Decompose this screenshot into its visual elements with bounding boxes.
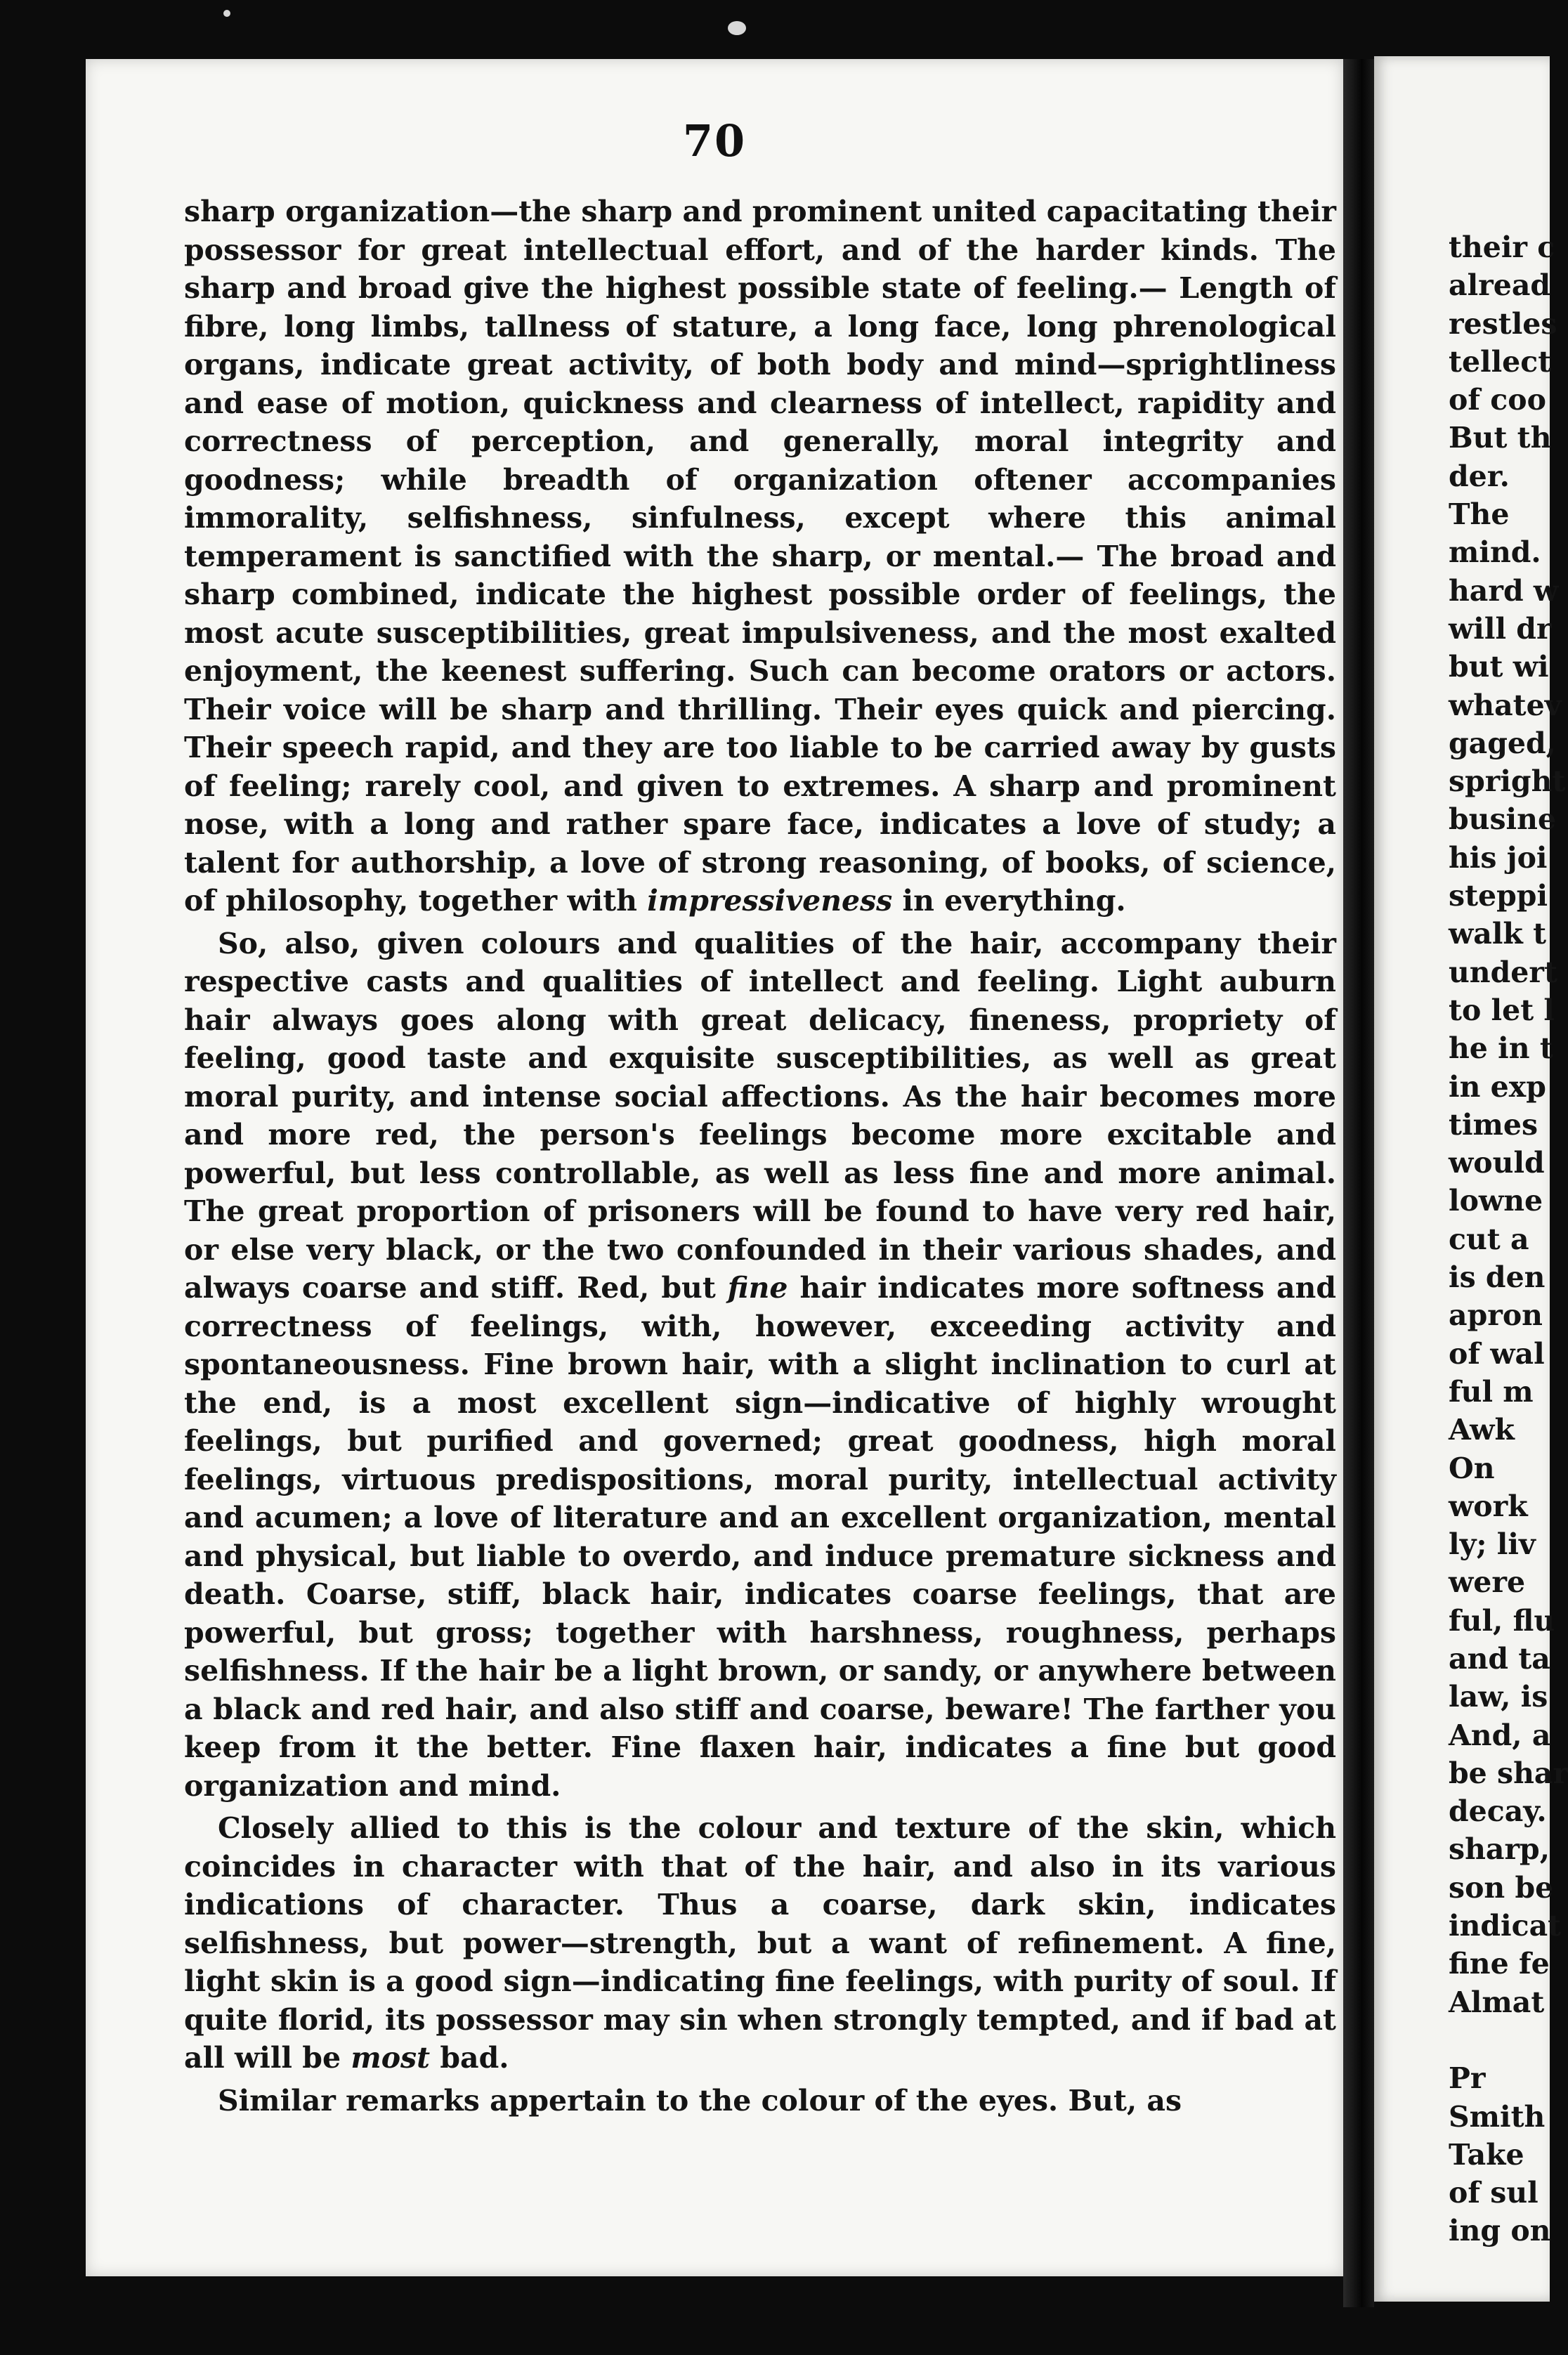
facing-page-line: The [1449, 497, 1510, 532]
facing-page-line: cut a [1449, 1222, 1529, 1256]
facing-page-line: On [1449, 1451, 1495, 1485]
facing-page-line: ly; liv [1449, 1527, 1536, 1562]
paragraph: Closely allied to this is the colour and texture of the skin, which coincides in character with that of the hair, and also in its various indications of character. Thus a coarse, dark skin, indicates selfishness, but power—strength, but a want of refinement. A fine, light skin is a good sign—indicating fine feelings, with purity of soul. If quite florid, its possessor may sin when strongly tempted, and if bad at all will be most bad. [184, 1811, 1336, 2075]
facing-page-line: Smith [1449, 2099, 1546, 2134]
facing-page-line: work [1449, 1489, 1528, 1523]
facing-page-line: mind. [1449, 535, 1541, 570]
facing-page-line: his joi [1449, 840, 1548, 875]
page-number: 70 [682, 115, 747, 167]
facing-page-line: son be [1449, 1870, 1554, 1905]
facing-page-line [1449, 2021, 1561, 2059]
facing-page-line: of wal [1449, 1336, 1545, 1371]
facing-page-line: alread [1449, 268, 1551, 303]
facing-page-line: hard w [1449, 573, 1559, 608]
paragraph: Similar remarks appertain to the colour of the eyes. But, as [218, 2083, 1182, 2118]
facing-page-line: steppi [1449, 879, 1548, 913]
facing-page-line: ing on [1449, 2214, 1551, 2248]
facing-page-line: apron [1449, 1298, 1543, 1333]
facing-page-line: restles [1449, 306, 1557, 341]
facing-page-line: Awk [1449, 1413, 1515, 1447]
facing-page-line: gaged, [1449, 726, 1556, 760]
facing-page-line: ful, flu [1449, 1603, 1555, 1638]
facing-page-line: of sul [1449, 2176, 1538, 2210]
facing-page-line: decay. [1449, 1794, 1547, 1829]
facing-page-line: but wi [1449, 650, 1549, 684]
facing-page-line: be shar [1449, 1756, 1568, 1790]
facing-page-line: lowne [1449, 1184, 1543, 1218]
paragraph: sharp organization—the sharp and prominent united capacitating their possessor for great intellectual effort, and of the harder kinds. The sharp and broad give the highest possible state of feeling.— Length of fibre, long limbs, tallness of stature, a long face, long phrenological organs, indicate great activity, of both body and mind—sprightliness and ease of motion, quickness and clearness of intellect, rapidity and correctness of perception, and generally, moral integrity and goodness; while breadth of organization oftener accompanies immorality, selfishness, sinfulness, except where this animal temperament is sanctified with the sharp, or mental.— The broad and sharp combined, indicate the highest possible order of feelings, the most acute susceptibilities, great impulsiveness, and the most exalted enjoyment, the keenest suffering. Such can become orators or actors. Their voice will be sharp and thrilling. Their eyes quick and piercing. Their speech rapid, and they are too liable to be carried away by gusts of feeling; rarely cool, and given to extremes. A sharp and prominent nose, with a long and rather spare face, indicates a love of study; a talent for authorship, a love of strong reasoning, of books, of science, of philosophy, together with impressiveness in everything. [184, 195, 1336, 918]
facing-page-line: indicat [1449, 1909, 1562, 1943]
facing-page-line: will dr [1449, 611, 1552, 646]
paragraph: So, also, given colours and qualities of the hair, accompany their respective casts and qualities of intellect and feeling. Light auburn hair always goes along with great delicacy, fineness, propriety of feeling, good taste and exquisite susceptibilities, as well as great moral purity, and intense social affections. As the hair becomes more and more red, the person's feelings become more excitable and powerful, but less controllable, as well as less fine and more animal. The great proportion of prisoners will be found to have very red hair, or else very black, or the two confounded in their various shades, and always coarse and stiff. Red, but fine hair indicates more softness and correctness of feelings, with, however, exceeding activity and spontaneousness. Fine brown hair, with a slight inclination to curl at the end, is a most excellent sign—indicative of highly wrought feelings, but purified and governed; great goodness, high moral feelings, virtuous predispositions, moral purity, intellectual activity and acumen; a love of literature and an excellent organization, mental and physical, but liable to overdo, and induce premature sickness and death. Coarse, stiff, black hair, indicates coarse feelings, that are powerful, but gross; together with harshness, roughness, perhaps selfishness. If the hair be a light brown, or sandy, or anywhere between a black and red hair, and also stiff and coarse, beware! The farther you keep from it the better. Fine flaxen hair, indicates a fine but good organization and mind. [184, 926, 1336, 1803]
facing-page-line: he in t [1449, 1031, 1553, 1066]
facing-page-line: busine [1449, 802, 1557, 837]
facing-page-line: ful m [1449, 1374, 1534, 1409]
facing-page-line: And, a [1449, 1718, 1551, 1752]
facing-page-line: But th [1449, 421, 1552, 455]
facing-page-line: law, is [1449, 1680, 1548, 1714]
facing-page-line: whatev [1449, 688, 1562, 722]
facing-page-line: der. [1449, 459, 1510, 493]
facing-page-line: their c [1449, 230, 1555, 264]
facing-page-line: Take [1449, 2137, 1524, 2172]
scan-speck [223, 10, 230, 17]
facing-page-line: is den [1449, 1260, 1546, 1295]
facing-page-line: in exp [1449, 1069, 1546, 1104]
facing-page-line: Pr [1449, 2061, 1486, 2096]
facing-page-line: spright [1449, 764, 1566, 799]
facing-page-line: were [1449, 1565, 1526, 1600]
facing-page-line: to let l [1449, 993, 1555, 1027]
facing-page-line: would [1449, 1146, 1545, 1180]
scan-speck [728, 21, 746, 35]
facing-page [1374, 56, 1568, 2302]
facing-page-text [1449, 228, 1568, 2250]
facing-page-line: tellect [1449, 344, 1552, 379]
facing-page-line: of coo [1449, 383, 1546, 417]
book-gutter [1343, 59, 1374, 2307]
facing-page-line: times [1449, 1107, 1538, 1142]
page-body [184, 193, 1336, 2124]
facing-page-line: Almat [1449, 1985, 1545, 2019]
facing-page-line: walk t [1449, 917, 1547, 951]
facing-page-line: and ta [1449, 1641, 1550, 1676]
facing-page-line: undert [1449, 955, 1557, 989]
book-page [86, 59, 1343, 2276]
facing-page-line: fine fe [1449, 1947, 1550, 1981]
facing-page-line: sharp, [1449, 1832, 1550, 1867]
